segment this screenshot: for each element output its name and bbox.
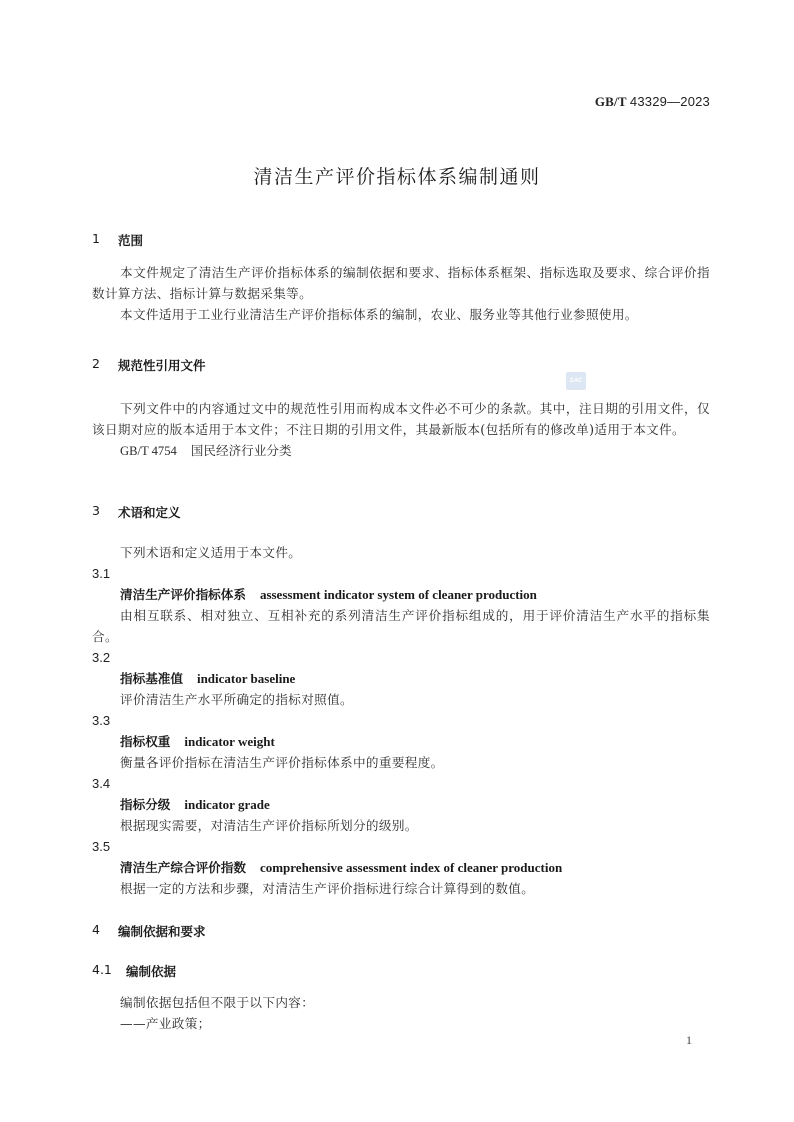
section-number: 3 bbox=[92, 503, 100, 518]
term-number: 3.2 bbox=[92, 650, 111, 665]
paragraph: 本文件适用于工业行业清洁生产评价指标体系的编制，农业、服务业等其他行业参照使用。 bbox=[120, 307, 638, 322]
term-zh: 指标基准值 bbox=[120, 671, 183, 686]
term-en: indicator grade bbox=[184, 797, 270, 812]
section-2-heading bbox=[92, 356, 710, 374]
sac-watermark-logo: SAC bbox=[566, 372, 586, 390]
term-name bbox=[92, 731, 710, 752]
section-number: 2 bbox=[92, 356, 100, 371]
reference-code: GB/T 4754 bbox=[120, 444, 177, 458]
term-name bbox=[92, 794, 710, 815]
standard-number: 43329—2023 bbox=[629, 94, 710, 109]
section-4-1-body bbox=[92, 992, 710, 1034]
term-entry bbox=[92, 563, 710, 647]
term-entry bbox=[92, 647, 710, 710]
term-name bbox=[92, 668, 710, 689]
reference-title: 国民经济行业分类 bbox=[190, 443, 292, 458]
paragraph: 本文件规定了清洁生产评价指标体系的编制依据和要求、指标体系框架、指标选取及要求、综合评价指数计算方法、指标计算与数据采集等。 bbox=[92, 265, 710, 301]
term-entry bbox=[92, 773, 710, 836]
standard-code bbox=[595, 94, 710, 110]
term-definition: 衡量各评价指标在清洁生产评价指标体系中的重要程度。 bbox=[120, 755, 444, 770]
section-number: 1 bbox=[92, 231, 100, 246]
term-entry bbox=[92, 710, 710, 773]
term-en: indicator weight bbox=[184, 734, 275, 749]
standard-prefix: GB/T bbox=[594, 94, 627, 109]
list-item: ——产业政策； bbox=[120, 1016, 211, 1031]
term-definition: 根据一定的方法和步骤，对清洁生产评价指标进行综合计算得到的数值。 bbox=[120, 881, 535, 896]
term-definition: 评价清洁生产水平所确定的指标对照值。 bbox=[120, 692, 353, 707]
section-1-body bbox=[92, 262, 710, 325]
term-name bbox=[92, 584, 710, 605]
page-number: 1 bbox=[686, 1033, 692, 1047]
section-4-1-heading bbox=[92, 962, 710, 980]
section-1-heading bbox=[92, 231, 710, 249]
paragraph: 下列文件中的内容通过文中的规范性引用而构成本文件必不可少的条款。其中，注日期的引用文件，仅该日期对应的版本适用于本文件；不注日期的引用文件，其最新版本(包括所有的修改单)适用于本文件。 bbox=[92, 401, 710, 437]
normative-reference bbox=[92, 440, 710, 462]
term-number: 3.5 bbox=[92, 839, 111, 854]
section-title: 规范性引用文件 bbox=[118, 358, 206, 373]
term-en: comprehensive assessment index of cleaner production bbox=[259, 860, 563, 875]
term-zh: 清洁生产评价指标体系 bbox=[120, 587, 246, 602]
paragraph: 编制依据包括但不限于以下内容： bbox=[120, 995, 315, 1010]
section-4-heading bbox=[92, 922, 710, 940]
term-number: 3.4 bbox=[92, 776, 111, 791]
term-name bbox=[92, 857, 710, 878]
term-number: 3.3 bbox=[92, 713, 111, 728]
paragraph: 下列术语和定义适用于本文件。 bbox=[120, 545, 302, 560]
subsection-title: 编制依据 bbox=[126, 964, 177, 979]
section-3-body bbox=[92, 542, 710, 899]
term-definition: 根据现实需要，对清洁生产评价指标所划分的级别。 bbox=[120, 818, 418, 833]
section-title: 术语和定义 bbox=[118, 505, 181, 520]
section-title: 编制依据和要求 bbox=[118, 924, 206, 939]
term-definition: 由相互联系、相对独立、互相补充的系列清洁生产评价指标组成的，用于评价清洁生产水平的指标集合。 bbox=[92, 608, 710, 644]
subsection-number: 4.1 bbox=[92, 962, 112, 977]
term-zh: 指标分级 bbox=[120, 797, 171, 812]
term-zh: 清洁生产综合评价指数 bbox=[120, 860, 246, 875]
section-number: 4 bbox=[92, 922, 100, 937]
term-number: 3.1 bbox=[92, 566, 111, 581]
term-en: indicator baseline bbox=[196, 671, 296, 686]
term-en: assessment indicator system of cleaner production bbox=[259, 587, 537, 602]
section-2-body bbox=[92, 398, 710, 462]
section-3-heading bbox=[92, 503, 710, 521]
term-entry bbox=[92, 836, 710, 899]
section-title: 范围 bbox=[118, 233, 144, 248]
document-title: 清洁生产评价指标体系编制通则 bbox=[253, 166, 541, 188]
term-zh: 指标权重 bbox=[120, 734, 171, 749]
